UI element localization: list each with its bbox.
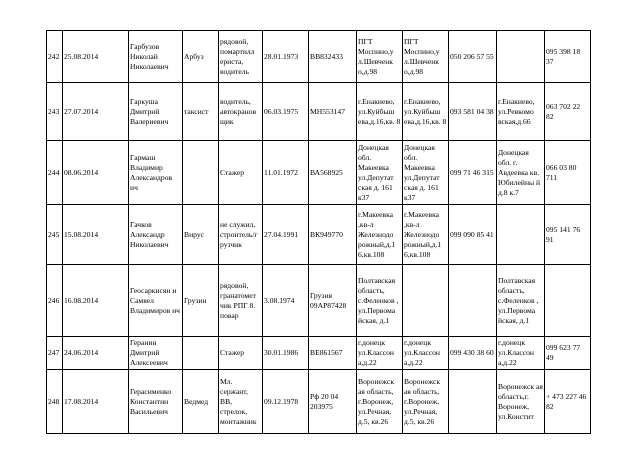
military-role: Стажер: [219, 337, 263, 370]
table-body: [47, 31, 591, 434]
address-extra: Воронежск ая область,г. Воронеж, ул.Констит: [497, 370, 545, 434]
address-actual: Донецкая обл. Макеевка ул.Депутат ская д. 161 к37: [403, 141, 449, 205]
row-date: 15.08.2014: [63, 205, 129, 265]
row-date: 27.07.2014: [63, 83, 129, 141]
address-registered: Донецкая обл. Макеевка ул.Депутат ская д. 161 к37: [357, 141, 403, 205]
table-row: [47, 265, 591, 337]
military-role: не служил, строитель/г рузчик: [219, 205, 263, 265]
person-name: Геосаркисян и Самвел Владимиров ич: [129, 265, 183, 337]
row-number: 243: [47, 83, 63, 141]
address-registered: ПГТ Моспино,у л.Шевченк о,д.98: [357, 31, 403, 83]
birth-date: 27.04.1991: [263, 205, 309, 265]
callsign: Грузин: [183, 265, 219, 337]
callsign: [183, 337, 219, 370]
military-role: рядовой, помартилл ериста, водитель: [219, 31, 263, 83]
row-number: 246: [47, 265, 63, 337]
military-role: рядовой, гранатомет чик РПГ 8. повар: [219, 265, 263, 337]
birth-date: 09.12.1978: [263, 370, 309, 434]
callsign: [183, 141, 219, 205]
address-actual: г.донецк ул.Классон а,д.22: [403, 337, 449, 370]
phone-secondary: 063 702 22 82: [545, 83, 591, 141]
document-id: ВА568925: [309, 141, 357, 205]
address-registered: г.донецк ул.Классон а,д.22: [357, 337, 403, 370]
phone-primary: 099 71 46 315: [449, 141, 497, 205]
document-id: Рф 20 04 203975: [309, 370, 357, 434]
table-row: [47, 141, 591, 205]
callsign: Вирус: [183, 205, 219, 265]
records-table: [46, 30, 591, 434]
address-extra: г.Енакиево, ул.Ревкомо вская,д.66: [497, 83, 545, 141]
phone-primary: [449, 265, 497, 337]
callsign: Арбуз: [183, 31, 219, 83]
address-extra: Донецкая обл. г. Авдеевка кв. Юбилейны й д.8 к.7: [497, 141, 545, 205]
phone-primary: 099 430 38 60: [449, 337, 497, 370]
birth-date: 11.01.1972: [263, 141, 309, 205]
table-row: [47, 205, 591, 265]
birth-date: 28.01.1973: [263, 31, 309, 83]
row-date: 24.06.2014: [63, 337, 129, 370]
phone-primary: 050 206 57 55: [449, 31, 497, 83]
row-number: 247: [47, 337, 63, 370]
birth-date: 3.08.1974: [263, 265, 309, 337]
address-extra: [497, 205, 545, 265]
phone-primary: [449, 370, 497, 434]
row-date: 16.08.2014: [63, 265, 129, 337]
table-row: [47, 370, 591, 434]
document-id: ВЕ861567: [309, 337, 357, 370]
address-registered: Полтавская область, с.Феленков , ул.Первома йская, д.1: [357, 265, 403, 337]
row-number: 245: [47, 205, 63, 265]
address-actual: г.Енакиево, ул.Куйбыш ева,д.16,кв. 8: [403, 83, 449, 141]
phone-secondary: 095 398 18 37: [545, 31, 591, 83]
address-registered: г.Енакиево, ул.Куйбыш ева,д.16,кв. 8: [357, 83, 403, 141]
document-id: ВК949770: [309, 205, 357, 265]
address-extra: г.донецк ул.Классон а,д.22: [497, 337, 545, 370]
phone-primary: 093 581 04 38: [449, 83, 497, 141]
person-name: Гачков Александр Николаевич: [129, 205, 183, 265]
person-name: Гаркуша Дмитрий Валериевич: [129, 83, 183, 141]
callsign: таксист: [183, 83, 219, 141]
row-date: 17.08.2014: [63, 370, 129, 434]
person-name: Геранин Дмитрий Алексеевич: [129, 337, 183, 370]
address-actual: ПГТ Моспино,у л.Шевченк о,д.98: [403, 31, 449, 83]
callsign: Ведмед: [183, 370, 219, 434]
document-id: МН553147: [309, 83, 357, 141]
person-name: Герасименко Константин Васильевич: [129, 370, 183, 434]
person-name: Гармаш Владимир Александров ич: [129, 141, 183, 205]
document-id: Грузия 09АР87428: [309, 265, 357, 337]
row-date: 08.06.2014: [63, 141, 129, 205]
phone-secondary: 095 141 76 91: [545, 205, 591, 265]
row-number: 244: [47, 141, 63, 205]
phone-secondary: 099 623 77 49: [545, 337, 591, 370]
birth-date: 06.03.1975: [263, 83, 309, 141]
military-role: Мл. сержант, ВВ, стрелок, монтажник: [219, 370, 263, 434]
document-id: ВВ832433: [309, 31, 357, 83]
address-actual: Воронежск ая область, г.Воронеж, ул.Речная, д.5, кв.26: [403, 370, 449, 434]
address-extra: Полтавская область, с.Феленков , ул.Первома йская, д.1: [497, 265, 545, 337]
row-number: 248: [47, 370, 63, 434]
birth-date: 30.01.1986: [263, 337, 309, 370]
address-registered: г.Макеевка ,кв-л Железнодо рожный,д.1 6,кв.108: [357, 205, 403, 265]
phone-secondary: 066 03 80 711: [545, 141, 591, 205]
person-name: Гарбузов Николай Николаевич: [129, 31, 183, 83]
address-registered: Воронежск ая область, г.Воронеж, ул.Речная, д.5, кв.26: [357, 370, 403, 434]
address-actual: г.Макеевка ,кв-л Железнодо рожный,д.1 6,кв.108: [403, 205, 449, 265]
phone-primary: 099 090 85 41: [449, 205, 497, 265]
phone-secondary: + 473 227 46 82: [545, 370, 591, 434]
row-number: 242: [47, 31, 63, 83]
military-role: водитель, автокранов щик: [219, 83, 263, 141]
address-actual: [403, 265, 449, 337]
table-row: [47, 31, 591, 83]
table-row: [47, 83, 591, 141]
address-extra: [497, 31, 545, 83]
phone-secondary: [545, 265, 591, 337]
table-row: [47, 337, 591, 370]
military-role: Стажер: [219, 141, 263, 205]
row-date: 25.08.2014: [63, 31, 129, 83]
